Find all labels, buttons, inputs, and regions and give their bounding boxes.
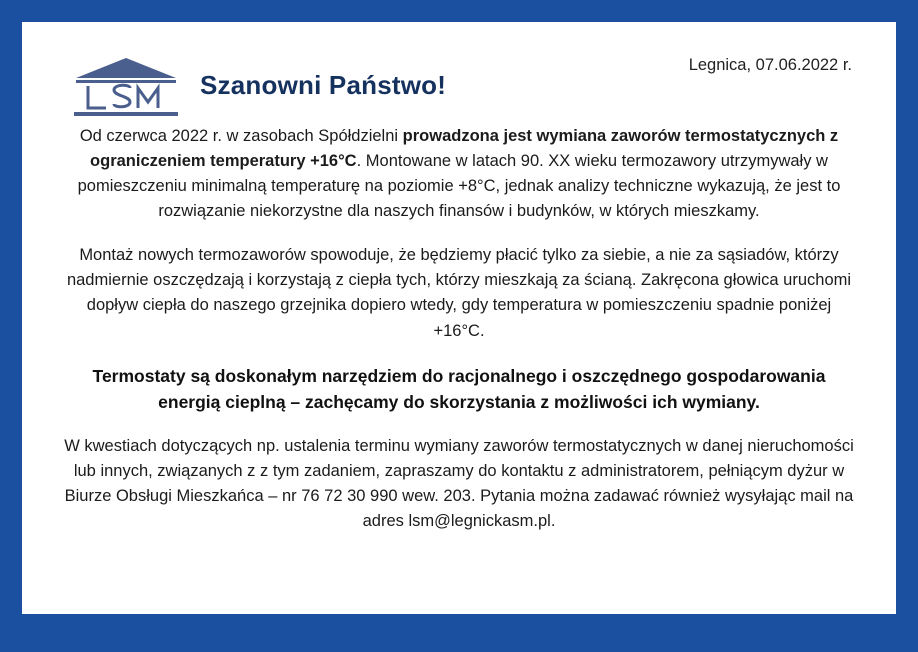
place-and-date: Legnica, 07.06.2022 r. bbox=[688, 56, 852, 74]
paragraph-call-to-action: Termostaty są doskonałym narzędziem do racjonalnego i oszczędnego gospodarowania energią cieplną – zachęcamy do skorzystania z możliwości ich wymiany. bbox=[92, 365, 826, 412]
paragraph-intro-highlight: prowadzona jest wymiana zaworów termostatycznych z ograniczeniem temperatury +16°C bbox=[90, 127, 839, 171]
document-body bbox=[60, 124, 858, 534]
paragraph-intro bbox=[60, 124, 858, 224]
paragraph-contact: W kwestiach dotyczących np. ustalenia terminu wymiany zaworów termostatycznych w danej nieruchomości lub innych, związanych z z tym zadaniem, zapraszamy do kontaktu z administratorem, pełniącym dyżur w Biurze Obsługi Mieszkańca – nr 76 72 30 990 wew. 203. Pytania można zadawać również wysyłając mail na adres lsm@legnickasm.pl. bbox=[64, 437, 854, 531]
paragraph-intro-part1: Od czerwca 2022 r. w zasobach Spółdzielni bbox=[79, 127, 403, 145]
page-title: Szanowni Państwo! bbox=[200, 70, 447, 100]
paragraph-intro-part2: . Montowane w latach 90. XX wieku termozawory utrzymywały w pomieszczeniu minimalną temperaturę na poziomie +8°C, jednak analizy techniczne wykazują, że jest to rozwiązanie niekorzystne dla naszych finansów i budynków, w których mieszkamy. bbox=[77, 152, 841, 221]
document-page bbox=[22, 22, 896, 614]
lsm-logo bbox=[68, 56, 184, 120]
paragraph-benefits: Montaż nowych termozaworów spowoduje, że będziemy płacić tylko za siebie, a nie za sąsiadów, którzy nadmiernie oszczędzają i korzystają z ciepła tych, którzy mieszkają za ścianą. Zakręcona głowica uruchomi dopływ ciepła do naszego grzejnika dopiero wtedy, gdy temperatura w pomieszczeniu spadnie poniżej +16°C. bbox=[66, 246, 852, 340]
document-header bbox=[60, 48, 858, 124]
